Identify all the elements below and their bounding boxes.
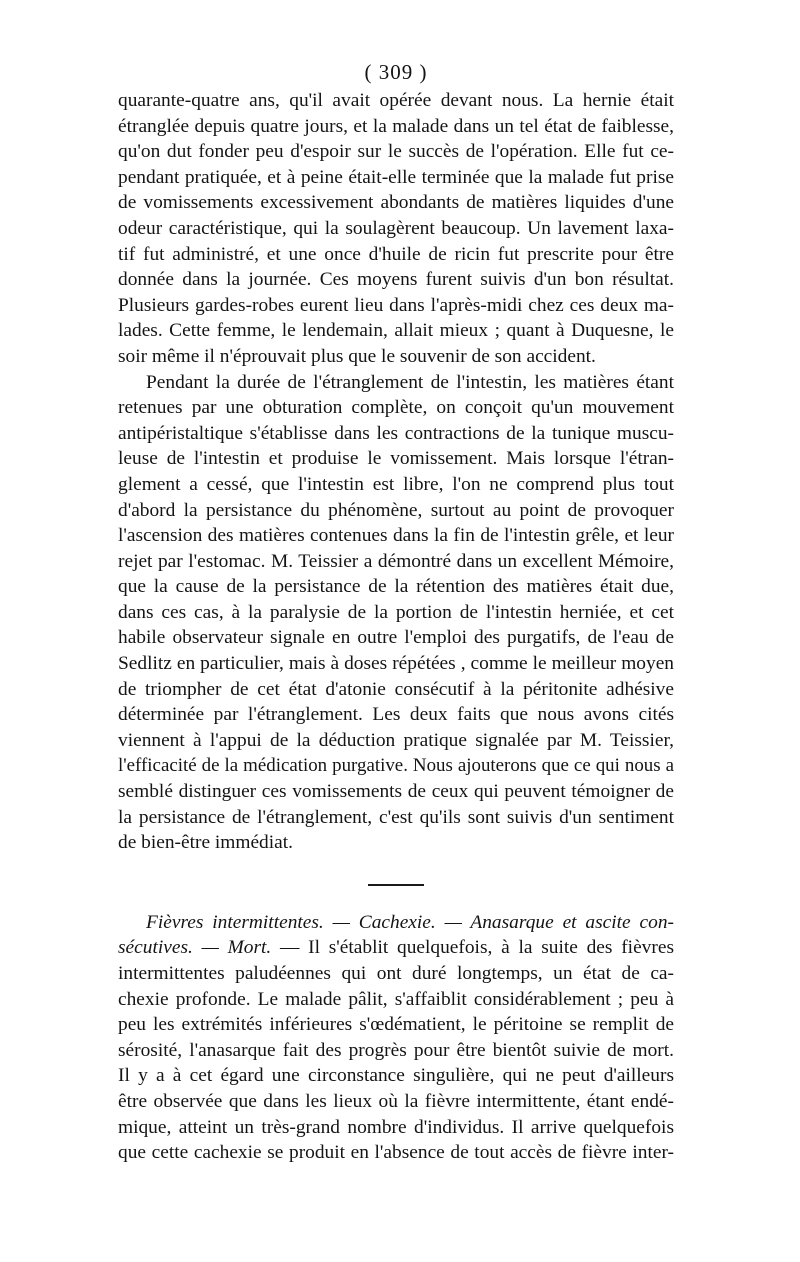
text-line: l'ascension des matières contenues dans la fin de l'intestin grêle, et leur <box>118 525 674 547</box>
text-line: Sedlitz en particulier, mais à doses répétées , comme le meilleur moyen <box>118 653 674 675</box>
text-line: la persistance de l'étranglement, c'est qu'ils sont suivis d'un sentiment <box>118 806 674 828</box>
text-line: glement a cessé, que l'intestin est libre, l'on ne comprend plus tout <box>118 473 674 495</box>
text-line: pendant pratiquée, et à peine était-elle terminée que la malade fut prise <box>118 166 674 188</box>
book-page <box>118 58 674 1166</box>
paragraph-1 <box>118 88 674 370</box>
text-line: Il y a à cet égard une circonstance singulière, qui ne peut d'ailleurs <box>118 1065 674 1087</box>
section-divider <box>368 884 424 886</box>
text-line: Pendant la durée de l'étranglement de l'intestin, les matières étant <box>146 371 674 393</box>
section-title-continuation <box>118 935 674 961</box>
text-line: quarante-quatre ans, qu'il avait opérée devant nous. La hernie était <box>118 90 674 111</box>
text-line: que la cause de la persistance de la rétention des matières était due, <box>118 576 674 598</box>
text-line: de bien-être immédiat. <box>118 832 293 854</box>
text-line: leuse de l'intestin et produise le vomissement. Mais lorsque l'étran- <box>118 448 674 470</box>
text-line: odeur caractéristique, qui la soulagèrent beaucoup. Un lavement laxa- <box>118 217 674 239</box>
text-line: peu les extrémités inférieures s'œdématient, le péritoine se remplit de <box>118 1014 674 1036</box>
section-text-start: — Il s'établit quelquefois, à la suite des fièvres <box>271 937 674 959</box>
text-line: chexie profonde. Le malade pâlit, s'affaiblit considérablement ; peu à <box>118 988 674 1010</box>
text-line: rejet par l'estomac. M. Teissier a démontré dans un excellent Mémoire, <box>118 550 674 572</box>
text-line: donnée dans la journée. Ces moyens furent suivis d'un bon résultat. <box>118 269 674 291</box>
text-line: étranglée depuis quatre jours, et la malade dans un tel état de faiblesse, <box>118 115 674 137</box>
text-line: déterminée par l'étranglement. Les deux faits que nous avons cités <box>118 704 674 726</box>
section-paragraph <box>118 910 674 1166</box>
text-line: habile observateur signale en outre l'emploi des purgatifs, de l'eau de <box>118 627 674 649</box>
text-line: antipéristaltique s'établisse dans les contractions de la tunique muscu- <box>118 422 674 444</box>
text-line: de vomissements excessivement abondants de matières liquides d'une <box>118 192 674 214</box>
text-line: sérosité, l'anasarque fait des progrès pour être bientôt suivie de mort. <box>118 1039 674 1061</box>
text-line: qu'on dut fonder peu d'espoir sur le succès de l'opération. Elle fut ce- <box>118 141 674 163</box>
text-line: de triompher de cet état d'atonie consécutif à la péritonite adhésive <box>118 678 674 700</box>
text-line: viennent à l'appui de la déduction pratique signalée par M. Teissier, <box>118 729 674 751</box>
text-line: d'abord la persistance du phénomène, surtout au point de provoquer <box>118 499 674 521</box>
text-line: soir même il n'éprouvait plus que le souvenir de son accident. <box>118 345 596 367</box>
section-title-end: sécutives. — Mort. <box>118 937 272 959</box>
text-line: intermittentes paludéennes qui ont duré longtemps, un état de ca- <box>118 963 674 984</box>
text-line: Plusieurs gardes-robes eurent lieu dans l'après-midi chez ces deux ma- <box>118 294 674 316</box>
text-line: retenues par une obturation complète, on conçoit qu'un mouvement <box>118 397 674 419</box>
text-line: semblé distinguer ces vomissements de ceux qui peuvent témoigner de <box>118 781 674 803</box>
text-line: être observée que dans les lieux où la fièvre intermittente, étant endé- <box>118 1090 674 1112</box>
paragraph-2 <box>118 370 674 856</box>
text-line: tif fut administré, et une once d'huile de ricin fut prescrite pour être <box>118 243 674 265</box>
text-line: que cette cachexie se produit en l'absence de tout accès de fièvre inter- <box>118 1142 674 1164</box>
section-title: Fièvres intermittentes. — Cachexie. — Anasarque et ascite con- <box>146 911 674 933</box>
text-line: dans ces cas, à la paralysie de la portion de l'intestin herniée, et cet <box>118 601 674 623</box>
text-line: lades. Cette femme, le lendemain, allait mieux ; quant à Duquesne, le <box>118 320 674 342</box>
text-line: mique, atteint un très-grand nombre d'individus. Il arrive quelquefois <box>118 1116 674 1138</box>
page-number: ( 309 ) <box>364 60 428 84</box>
text-line: l'efficacité de la médication purgative. Nous ajouterons que ce qui nous a <box>118 755 674 777</box>
